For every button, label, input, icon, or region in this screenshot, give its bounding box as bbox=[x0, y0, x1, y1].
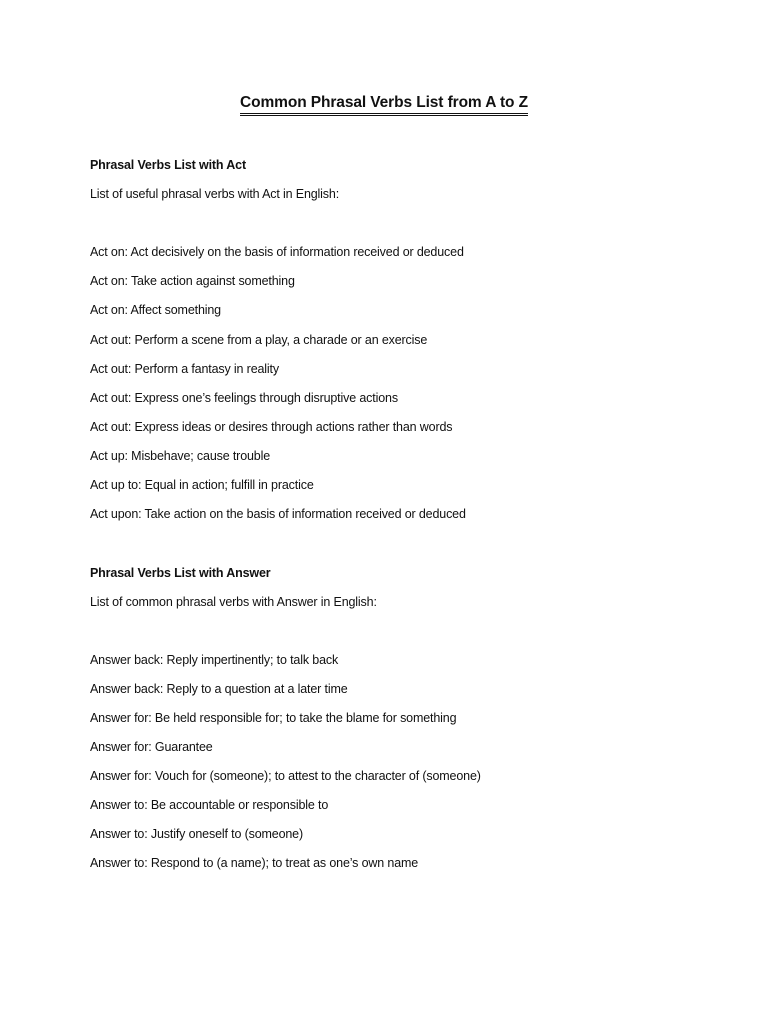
list-item: Act out: Express one’s feelings through disruptive actions bbox=[90, 391, 398, 405]
list-item: Answer to: Respond to (a name); to treat as one’s own name bbox=[90, 856, 419, 870]
list-item: Act on: Take action against something bbox=[90, 274, 295, 288]
list-item: Act out: Perform a fantasy in reality bbox=[90, 362, 279, 376]
section-heading: Phrasal Verbs List with Act bbox=[90, 158, 246, 172]
list-item: Act upon: Take action on the basis of information received or deduced bbox=[90, 507, 466, 521]
list-item: Act out: Express ideas or desires through actions rather than words bbox=[90, 420, 453, 434]
list-item: Answer for: Vouch for (someone); to attest to the character of (someone) bbox=[90, 769, 481, 783]
list-item: Answer back: Reply to a question at a later time bbox=[90, 682, 348, 696]
list-item: Answer for: Be held responsible for; to take the blame for something bbox=[90, 711, 457, 725]
list-item: Act out: Perform a scene from a play, a charade or an exercise bbox=[90, 333, 428, 347]
section-heading: Phrasal Verbs List with Answer bbox=[90, 566, 271, 580]
list-item: Act on: Affect something bbox=[90, 303, 221, 317]
list-item: Answer back: Reply impertinently; to talk back bbox=[90, 653, 339, 667]
list-item: Answer for: Guarantee bbox=[90, 740, 213, 754]
list-item: Answer to: Justify oneself to (someone) bbox=[90, 827, 303, 841]
section-intro: List of useful phrasal verbs with Act in English: bbox=[90, 187, 340, 201]
list-item: Act up: Misbehave; cause trouble bbox=[90, 449, 271, 463]
list-item: Act up to: Equal in action; fulfill in practice bbox=[90, 478, 314, 492]
list-item: Act on: Act decisively on the basis of information received or deduced bbox=[90, 245, 464, 259]
document-title bbox=[0, 93, 768, 116]
document-title-text: Common Phrasal Verbs List from A to Z bbox=[240, 93, 528, 116]
section-intro: List of common phrasal verbs with Answer in English: bbox=[90, 595, 377, 609]
list-item: Answer to: Be accountable or responsible to bbox=[90, 798, 329, 812]
